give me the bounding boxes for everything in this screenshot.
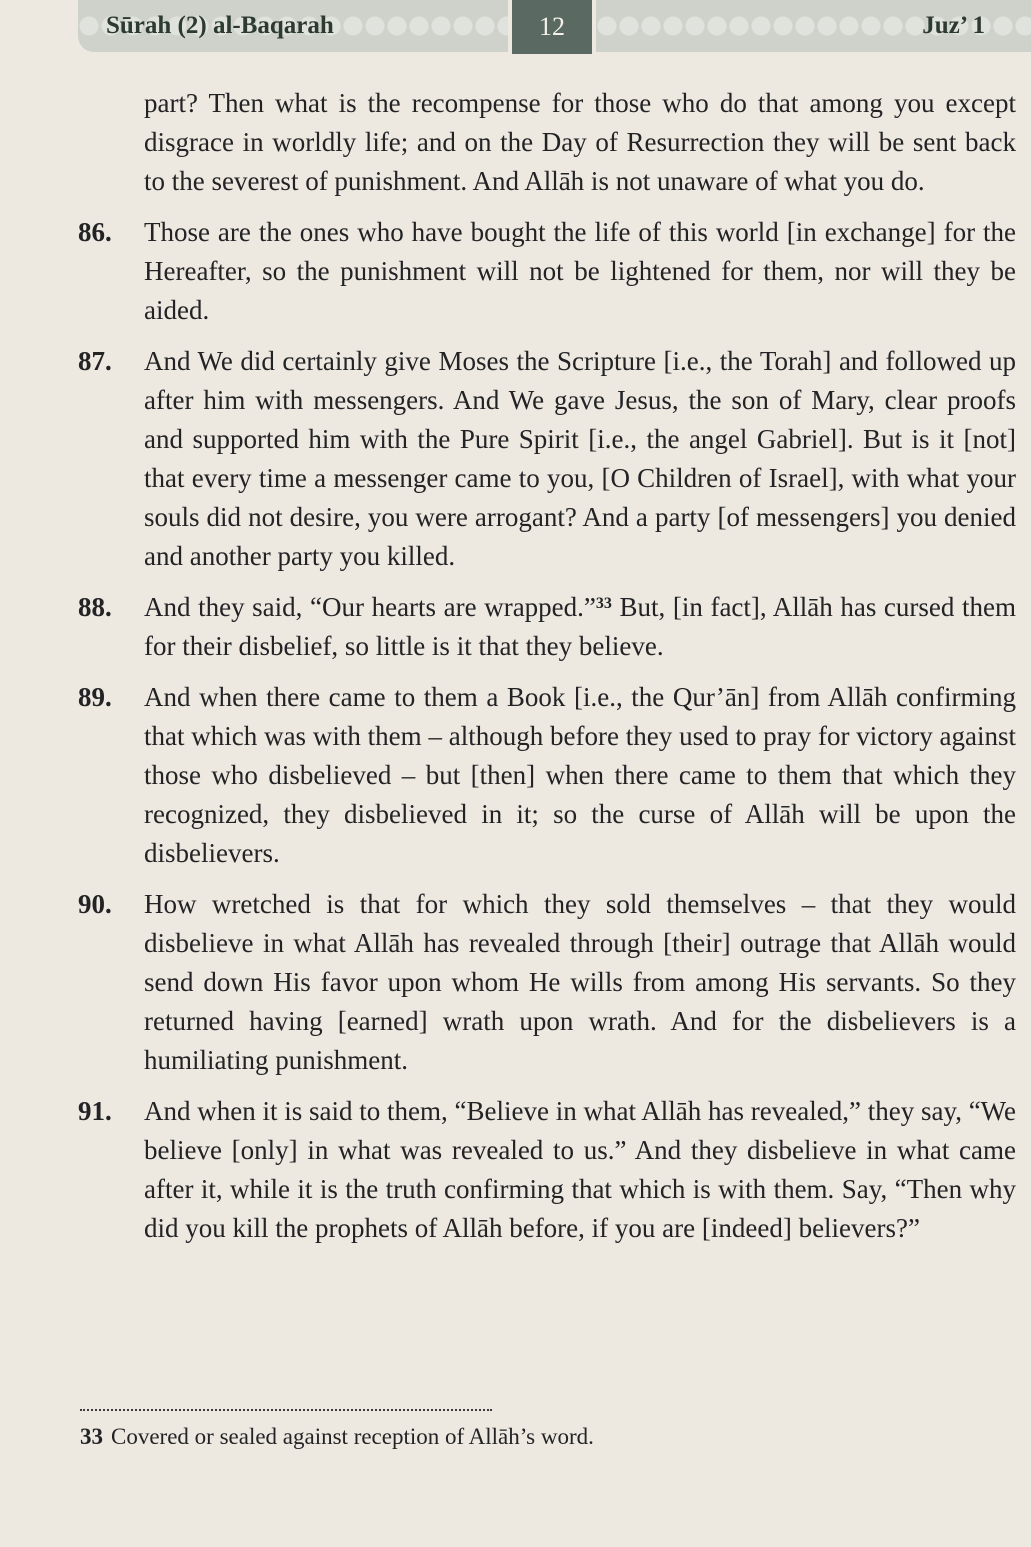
verse-90 bbox=[78, 885, 1016, 1080]
verse-89 bbox=[78, 678, 1016, 873]
verse-number: 91. bbox=[78, 1096, 112, 1126]
verse-text-part-1: And they said, “Our hearts are wrapped.” bbox=[144, 592, 596, 622]
footnote-text: Covered or sealed against reception of Allāh’s word. bbox=[111, 1424, 594, 1449]
verse-number: 89. bbox=[78, 682, 112, 712]
footnote-number: 33 bbox=[80, 1424, 103, 1449]
page-header bbox=[0, 0, 1031, 54]
verse-number: 86. bbox=[78, 217, 112, 247]
juz-label: Juz’ 1 bbox=[922, 12, 985, 39]
verse-86 bbox=[78, 213, 1016, 330]
verse-text-part-2: But, [in fact], Allāh has cursed them for their disbelief, so little is it that they believe. bbox=[144, 592, 1016, 661]
verse-91 bbox=[78, 1092, 1016, 1248]
page-number-box bbox=[512, 0, 592, 54]
verse-list bbox=[78, 84, 1016, 1260]
verse-text: And We did certainly give Moses the Scripture [i.e., the Torah] and followed up after him with messengers. And We gave Jesus, the son of Mary, clear proofs and supported him with the Pure Spirit [i.e., the angel Gabriel]. But is it [not] that every time a messenger came to you, [O Children of Israel], with what your souls did not desire, you were arrogant? And a party [of messengers] you denied and another party you killed. bbox=[144, 346, 1016, 571]
footnote-separator bbox=[80, 1409, 492, 1411]
surah-title: Sūrah (2) al-Baqarah bbox=[106, 12, 334, 39]
footnote bbox=[80, 1420, 594, 1454]
verse-number: 90. bbox=[78, 889, 112, 919]
header-surah-band bbox=[78, 0, 508, 52]
verse-text: Those are the ones who have bought the life of this world [in exchange] for the Hereafter, so the punishment will not be lightened for them, nor will they be aided. bbox=[144, 217, 1016, 325]
verse-text: And when there came to them a Book [i.e., the Qur’ān] from Allāh confirming that which was with them – although before they used to pray for victory against those who disbelieved – but [then] when there came to them that which they recognized, they disbelieved in it; so the curse of Allāh will be upon the disbelievers. bbox=[144, 682, 1016, 868]
verse-85-continued bbox=[78, 84, 1016, 201]
verse-text: And when it is said to them, “Believe in what Allāh has revealed,” they say, “We believe [only] in what was revealed to us.” And they disbelieve in what came after it, while it is the truth confirming that which is with them. Say, “Then why did you kill the prophets of Allāh before, if you are [indeed] believers?” bbox=[144, 1096, 1016, 1243]
page-number: 12 bbox=[539, 12, 565, 41]
header-juz-band bbox=[596, 0, 1031, 52]
footnote-ref[interactable]: 33 bbox=[595, 595, 612, 612]
verse-number: 87. bbox=[78, 346, 112, 376]
verse-text: part? Then what is the recompense for those who do that among you except disgrace in worldly life; and on the Day of Resurrection they will be sent back to the severest of punishment. And Allāh is not unaware of what you do. bbox=[144, 88, 1016, 196]
verse-text: How wretched is that for which they sold themselves – that they would disbelieve in what Allāh has revealed through [their] outrage that Allāh would send down His favor upon whom He wills from among His servants. So they returned having [earned] wrath upon wrath. And for the disbelievers is a humiliating punishment. bbox=[144, 889, 1016, 1075]
verse-number: 88. bbox=[78, 592, 112, 622]
verse-88 bbox=[78, 588, 1016, 666]
verse-87 bbox=[78, 342, 1016, 576]
